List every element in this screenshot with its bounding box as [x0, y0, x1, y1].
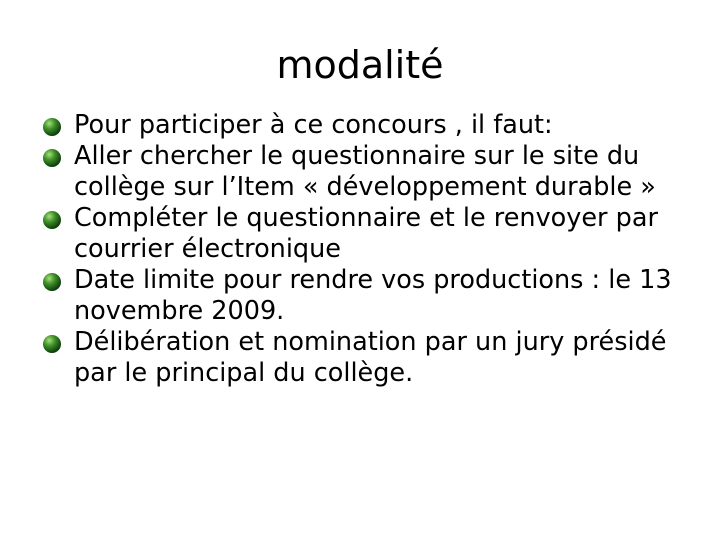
bullet-item: [40, 110, 690, 141]
green-ball-bullet-icon: [42, 334, 62, 354]
bullet-item: [40, 265, 690, 327]
green-ball-bullet-icon: [42, 272, 62, 292]
green-ball-bullet-icon: [42, 148, 62, 168]
bullet-item: [40, 203, 690, 265]
bullet-text: Pour participer à ce concours , il faut:: [74, 110, 553, 140]
bullet-text: Délibération et nomination par un jury présidé par le principal du collège.: [74, 327, 667, 388]
bullet-text: Date limite pour rendre vos productions : le 13 novembre 2009.: [74, 265, 672, 326]
slide-title: modalité: [276, 43, 444, 87]
green-ball-bullet-icon: [42, 117, 62, 137]
green-ball-bullet-icon: [42, 210, 62, 230]
bullet-list: [40, 110, 690, 389]
bullet-item: [40, 327, 690, 389]
bullet-text: Compléter le questionnaire et le renvoyer par courrier électronique: [74, 203, 658, 264]
bullet-text: Aller chercher le questionnaire sur le site du collège sur l’Item « développement durable »: [74, 141, 656, 202]
bullet-item: [40, 141, 690, 203]
